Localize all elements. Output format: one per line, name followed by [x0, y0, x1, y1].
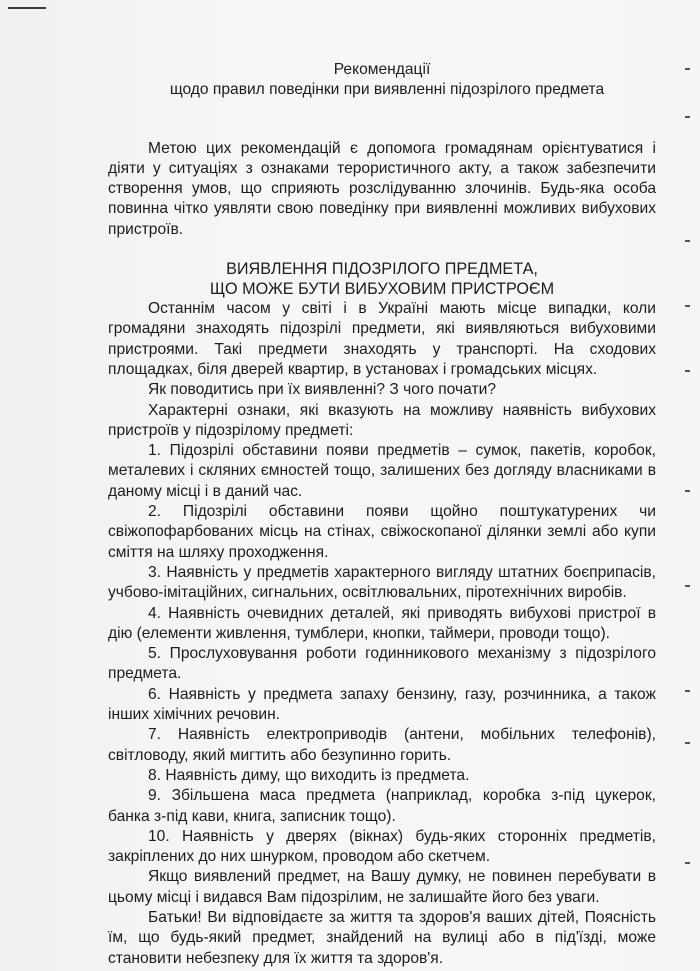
paragraph-signs-intro: Характерні ознаки, які вказують на можливу наявність вибухових пристроїв у підозрілому предметі:: [108, 401, 656, 439]
list-item: 7. Наявність електроприводів (антени, мобільних телефонів), світловоду, який мигтить або безупинно горить.: [108, 726, 656, 764]
list-item: 4. Наявність очевидних деталей, які приводять вибухові пристрої в дію (елементи живлення, тумблери, кнопки, таймери, проводи тощо).: [108, 604, 656, 642]
list-item: 1. Підозрілі обставини появи предметів – сумок, пакетів, коробок, металевих і скляних ємностей тощо, залишених без догляду власниками в даному місці і в даний час.: [108, 442, 656, 500]
list-item: 5. Прослуховування роботи годинникового механізму з підозрілого предмета.: [108, 645, 656, 683]
list-item: 9. Збільшена маса предмета (наприклад, коробка з-під цукерок, банка з-під кави, книга, записник тощо).: [108, 787, 656, 825]
list-item: 6. Наявність у предмета запаху бензину, газу, розчинника, а також інших хімічних речовин.: [108, 685, 656, 724]
section-heading-line-1: ВИЯВЛЕННЯ ПІДОЗРІЛОГО ПРЕДМЕТА,: [226, 260, 538, 279]
paragraph-recent-cases: Останнім часом у світі і в Україні мають місце випадки, коли громадяни знаходять підозрілі предмети, які виявляються вибуховими пристроями. Такі предмети знаходять у транспорті. На сходових площадках, біля дверей квартир, в установах і громадських місцях.: [108, 300, 656, 378]
list-item: 2. Підозрілі обставини появи щойно поштукатурених чи свіжопофарбованих місць на стінах, свіжоскопаної ділянки землі або купи сміття на шляху проходження.: [108, 503, 656, 561]
title-line-2: щодо правил поведінки при виявленні підозрілого предмета: [169, 81, 605, 99]
paragraph-do-not-ignore: Якщо виявлений предмет, на Вашу думку, не повинен перебувати в цьому місці і видався Вам підозрілим, не залишайте його без уваги.: [108, 868, 656, 906]
intro-paragraph: Метою цих рекомендацій є допомога громадянам орієнтуватися і діяти у ситуаціях з ознаками терористичного акту, а також забезпечити створення умов, що сприяють розслідуванню злочинів. Будь-яка особа повинна чітко уявляти свою поведінку при виявленні можливих вибухових пристроїв.: [108, 139, 656, 238]
list-item: 10. Наявність у дверях (вікнах) будь-яких сторонніх предметів, закріплених до них шнурком, проводом або скетчем.: [108, 827, 656, 866]
list-item: 3. Наявність у предметів характерного вигляду штатних боєприпасів, учбово-імітаційних, сигнальних, освітлювальних, піротехнічних виробів.: [108, 563, 656, 602]
document-title: [108, 60, 656, 101]
scan-mark: [8, 7, 46, 9]
title-line-1: Рекомендації: [333, 61, 431, 78]
paragraph-question: Як поводитись при їх виявленні? З чого почати?: [148, 381, 496, 399]
paragraph-parents: Батьки! Ви відповідаєте за життя та здоров'я ваших дітей, Поясність їм, що будь-який предмет, знайдений на вулиці або в під'їзді, може становити небезпеку для їх життя та здоров'я.: [108, 908, 656, 967]
section-heading: [108, 259, 656, 299]
section-heading-line-2: ЩО МОЖЕ БУТИ ВИБУХОВИМ ПРИСТРОЄМ: [209, 280, 555, 299]
document-body: [108, 60, 656, 969]
list-item: 8. Наявність диму, що виходить із предмета.: [148, 766, 470, 784]
